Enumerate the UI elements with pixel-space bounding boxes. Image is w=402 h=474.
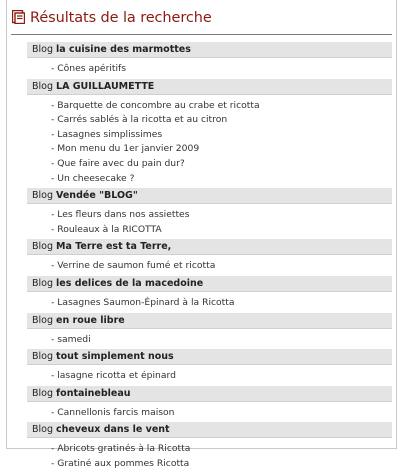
blog-name-link[interactable]: LA GUILLAUMETTE [56, 80, 155, 92]
blog-header [27, 349, 392, 365]
blog-name-link[interactable]: cheveux dans le vent [56, 424, 170, 436]
blog-name-link[interactable]: Vendée "BLOG" [56, 190, 138, 202]
blog-prefix: Blog [32, 190, 57, 202]
result-item-link[interactable]: - Barquette de concombre au crabe et ricotta [51, 99, 260, 111]
blog-header [27, 422, 392, 438]
blog-header [27, 386, 392, 402]
blog-header [27, 79, 392, 95]
result-item-link[interactable]: - Lasagnes simplissimes [51, 128, 163, 140]
result-item-link[interactable]: - samedi [51, 333, 91, 345]
result-item-link[interactable]: - Que faire avec du pain dur? [51, 157, 185, 169]
result-item-link[interactable]: - Lasagnes Saumon-Épinard à la Ricotta [51, 296, 235, 308]
header-divider [11, 34, 392, 35]
blog-prefix: Blog [32, 314, 57, 326]
blog-prefix: Blog [32, 277, 57, 289]
blog-prefix: Blog [32, 351, 57, 363]
result-item-link[interactable]: - Cônes apéritifs [51, 63, 127, 74]
blog-group [27, 386, 392, 423]
result-item-link[interactable]: - Abricots gratinés à la Ricotta [51, 443, 191, 455]
blog-name-link[interactable]: fontainebleau [56, 387, 131, 399]
blog-header [27, 239, 392, 255]
result-item-link[interactable]: - Verrine de saumon fumé et ricotta [51, 260, 216, 272]
result-item-link[interactable]: - lasagne ricotta et épinard [51, 370, 176, 382]
result-item-link[interactable]: - Les fleurs dans nos assiettes [51, 209, 190, 221]
blog-name-link[interactable]: en roue libre [56, 314, 125, 326]
result-item-link[interactable]: - Cannellonis farcis maison [51, 406, 175, 418]
group-spacer [27, 472, 392, 474]
blog-group [27, 349, 392, 386]
blog-header [27, 188, 392, 204]
result-item-link[interactable]: - Rouleaux à la RICOTTA [51, 223, 162, 235]
blog-name-link[interactable]: les delices de la macedoine [56, 277, 204, 289]
blog-group [27, 188, 392, 239]
result-item-link[interactable]: - Carrés sablés à la ricotta et au citron [51, 114, 228, 126]
blog-prefix: Blog [32, 241, 57, 253]
result-item-link[interactable]: - Gratiné aux pommes Ricotta [51, 457, 190, 469]
blog-prefix: Blog [32, 387, 57, 399]
blog-name-link[interactable]: tout simplement nous [56, 351, 174, 363]
result-item-link[interactable]: - Mon menu du 1er janvier 2009 [51, 143, 200, 155]
blog-group [27, 79, 392, 189]
blog-header [27, 276, 392, 292]
blog-prefix: Blog [32, 424, 57, 436]
blog-name-link[interactable]: Ma Terre est ta Terre, [56, 241, 172, 253]
blog-group [27, 313, 392, 350]
blog-header [27, 313, 392, 329]
blog-header [27, 42, 392, 58]
blog-group [27, 276, 392, 313]
blog-prefix: Blog [32, 44, 57, 55]
document-icon [12, 10, 25, 24]
blog-prefix: Blog [32, 80, 57, 92]
blog-group [27, 239, 392, 276]
blog-group [27, 42, 392, 79]
blog-name-link[interactable]: la cuisine des marmottes [56, 44, 191, 55]
results-list [27, 42, 392, 474]
blog-group [27, 422, 392, 473]
results-header [12, 6, 212, 30]
page-title: Résultats de la recherche [30, 10, 212, 26]
result-item-link[interactable]: - Un cheesecake ? [51, 172, 135, 184]
